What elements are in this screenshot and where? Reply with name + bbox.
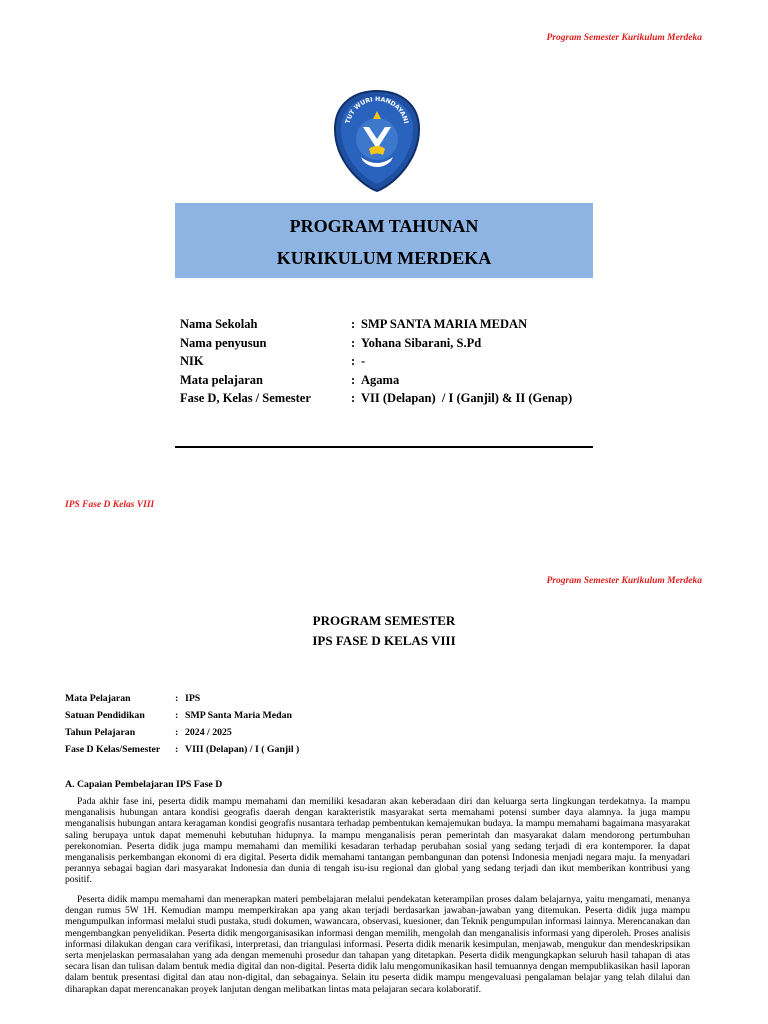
cover-label: Nama penyusun [180,335,267,350]
cover-label: Fase D, Kelas / Semester [180,391,311,405]
cover-colon: : [351,391,356,405]
semester-colon: : [175,727,179,738]
cover-row [180,391,572,410]
cover-colon: : [351,317,356,331]
cover-value: VII (Delapan) / I (Ganjil) & II (Genap) [361,391,573,405]
semester-title-line1: PROGRAM SEMESTER [312,613,456,628]
cover-label: Mata pelajaran [180,372,263,387]
cover-title-box [175,203,593,278]
cover-value: Yohana Sibarani, S.Pd [361,335,482,350]
paragraph-1: Pada akhir fase ini, peserta didik mampu memahami dan memiliki kesadaran akan keberadaan diri dan keluarga serta lingkungan terdekatnya. Ia mampu menganalisis hubungan antara kondisi geografis daerah dengan karakteristik masyarakat serta memahami potensi sumber daya alamnya. Ia juga mampu menganalisis hubungan antara keragaman kondisi geografis nusantara terhadap pembentukan kemajemukan budaya. Ia mampu memahami bagaimana masyarakat saling berupaya untuk dapat memenuhi kebutuhan hidupnya. Ia mampu menganalisis peran pemerintah dan masyarakat dalam mendorong pertumbuhan perekonomian. Peserta didik juga mampu memahami dan memiliki kesadaran terhadap perubahan sosial yang sedang terjadi di era kontemporer. Ia dapat menganalisis perkembangan ekonomi di era digital. Peserta didik memahami tantangan pembangunan dan potensi Indonesia menjadi negara maju. Ia menyadari perannya sebagai bagian dari masyarakat Indonesia dan dunia di tengah isu-isu regional dan global yang sedang terjadi dan ikut memberikan kontribusi yang positif. [65,796,690,886]
semester-colon: : [175,710,179,721]
semester-colon: : [175,744,179,755]
cover-value: Agama [361,372,400,387]
cover-colon: : [351,335,356,350]
cover-info-table [180,317,572,410]
semester-title-line2: IPS FASE D KELAS VIII [312,633,456,648]
cover-label: NIK [180,354,204,368]
logo-motto: TUT WURI HANDAYANI [344,95,410,125]
cover-row [180,336,572,355]
semester-value: IPS [185,693,201,704]
semester-row [65,744,299,761]
cover-label: Nama Sekolah [180,317,258,331]
cover-value: - [361,354,366,368]
semester-row [65,693,299,710]
section-a-heading: A. Capaian Pembelajaran IPS Fase D [65,779,223,790]
cover-value: SMP SANTA MARIA MEDAN [361,317,528,331]
cover-row [180,317,572,336]
cover-colon: : [351,372,356,387]
cover-title-line2: KURIKULUM MERDEKA [276,248,492,268]
semester-value: VIII (Delapan) / I ( Ganjil ) [185,744,300,755]
semester-label: Fase D Kelas/Semester [65,744,161,755]
semester-label: Tahun Pelajaran [65,727,136,738]
semester-label: Satuan Pendidikan [65,710,145,721]
cover-row [180,354,572,373]
semester-info-table [65,693,299,761]
tut-wuri-handayani-logo-icon [333,89,421,193]
semester-label: Mata Pelajaran [65,693,131,704]
semester-row [65,727,299,744]
header-note: Program Semester Kurikulum Merdeka [546,33,702,43]
header-note: Program Semester Kurikulum Merdeka [546,576,702,586]
semester-colon: : [175,693,179,704]
semester-value: SMP Santa Maria Medan [185,710,292,721]
paragraph-2: Peserta didik mampu memahami dan menerapkan materi pembelajaran melalui pendekatan keterampilan proses dalam belajarnya, yaitu mengamati, menanya dengan rumus 5W 1H. Kemudian mampu memperkirakan apa yang akan terjadi berdasarkan jawaban-jawaban yang ditemukan. Peserta didik juga mampu mengumpulkan informasi melalui studi pustaka, studi dokumen, wawancara, observasi, kuesioner, dan Teknik pengumpulan informasi lainnya. Merencanakan dan mengembangkan penyelidikan. Peserta didik mengorganisasikan informasi dengan memilih, mengolah dan menganalisis informasi yang diperoleh. Proses analisis informasi dilakukan dengan cara verifikasi, interpretasi, dan triangulasi informasi. Peserta didik menarik kesimpulan, menjawab, mengukur dan mendeskripsikan serta menjelaskan permasalahan yang ada dengan memenuhi prosedur dan tahapan yang ditetapkan. Peserta didik mengungkapkan seluruh hasil tahapan di atas secara lisan dan tulisan dalam bentuk media digital dan non-digital. Peserta didik lalu mengomunikasikan hasil temuannya dengan mempublikasikan hasil laporan dalam bentuk presentasi digital dan atau non-digital, dan sebagainya. Selain itu peserta didik mampu mengevaluasi pengalaman belajar yang telah dilalui dan diharapkan dapat merencanakan proyek lanjutan dengan melibatkan lintas mata pelajaran secara kolaboratif. [65,894,690,995]
semester-value: 2024 / 2025 [185,727,232,738]
cover-divider [175,446,593,448]
footer-note: IPS Fase D Kelas VIII [65,500,155,510]
semester-row [65,710,299,727]
cover-title-line1: PROGRAM TAHUNAN [289,216,479,236]
cover-colon: : [351,354,356,368]
cover-row [180,373,572,392]
